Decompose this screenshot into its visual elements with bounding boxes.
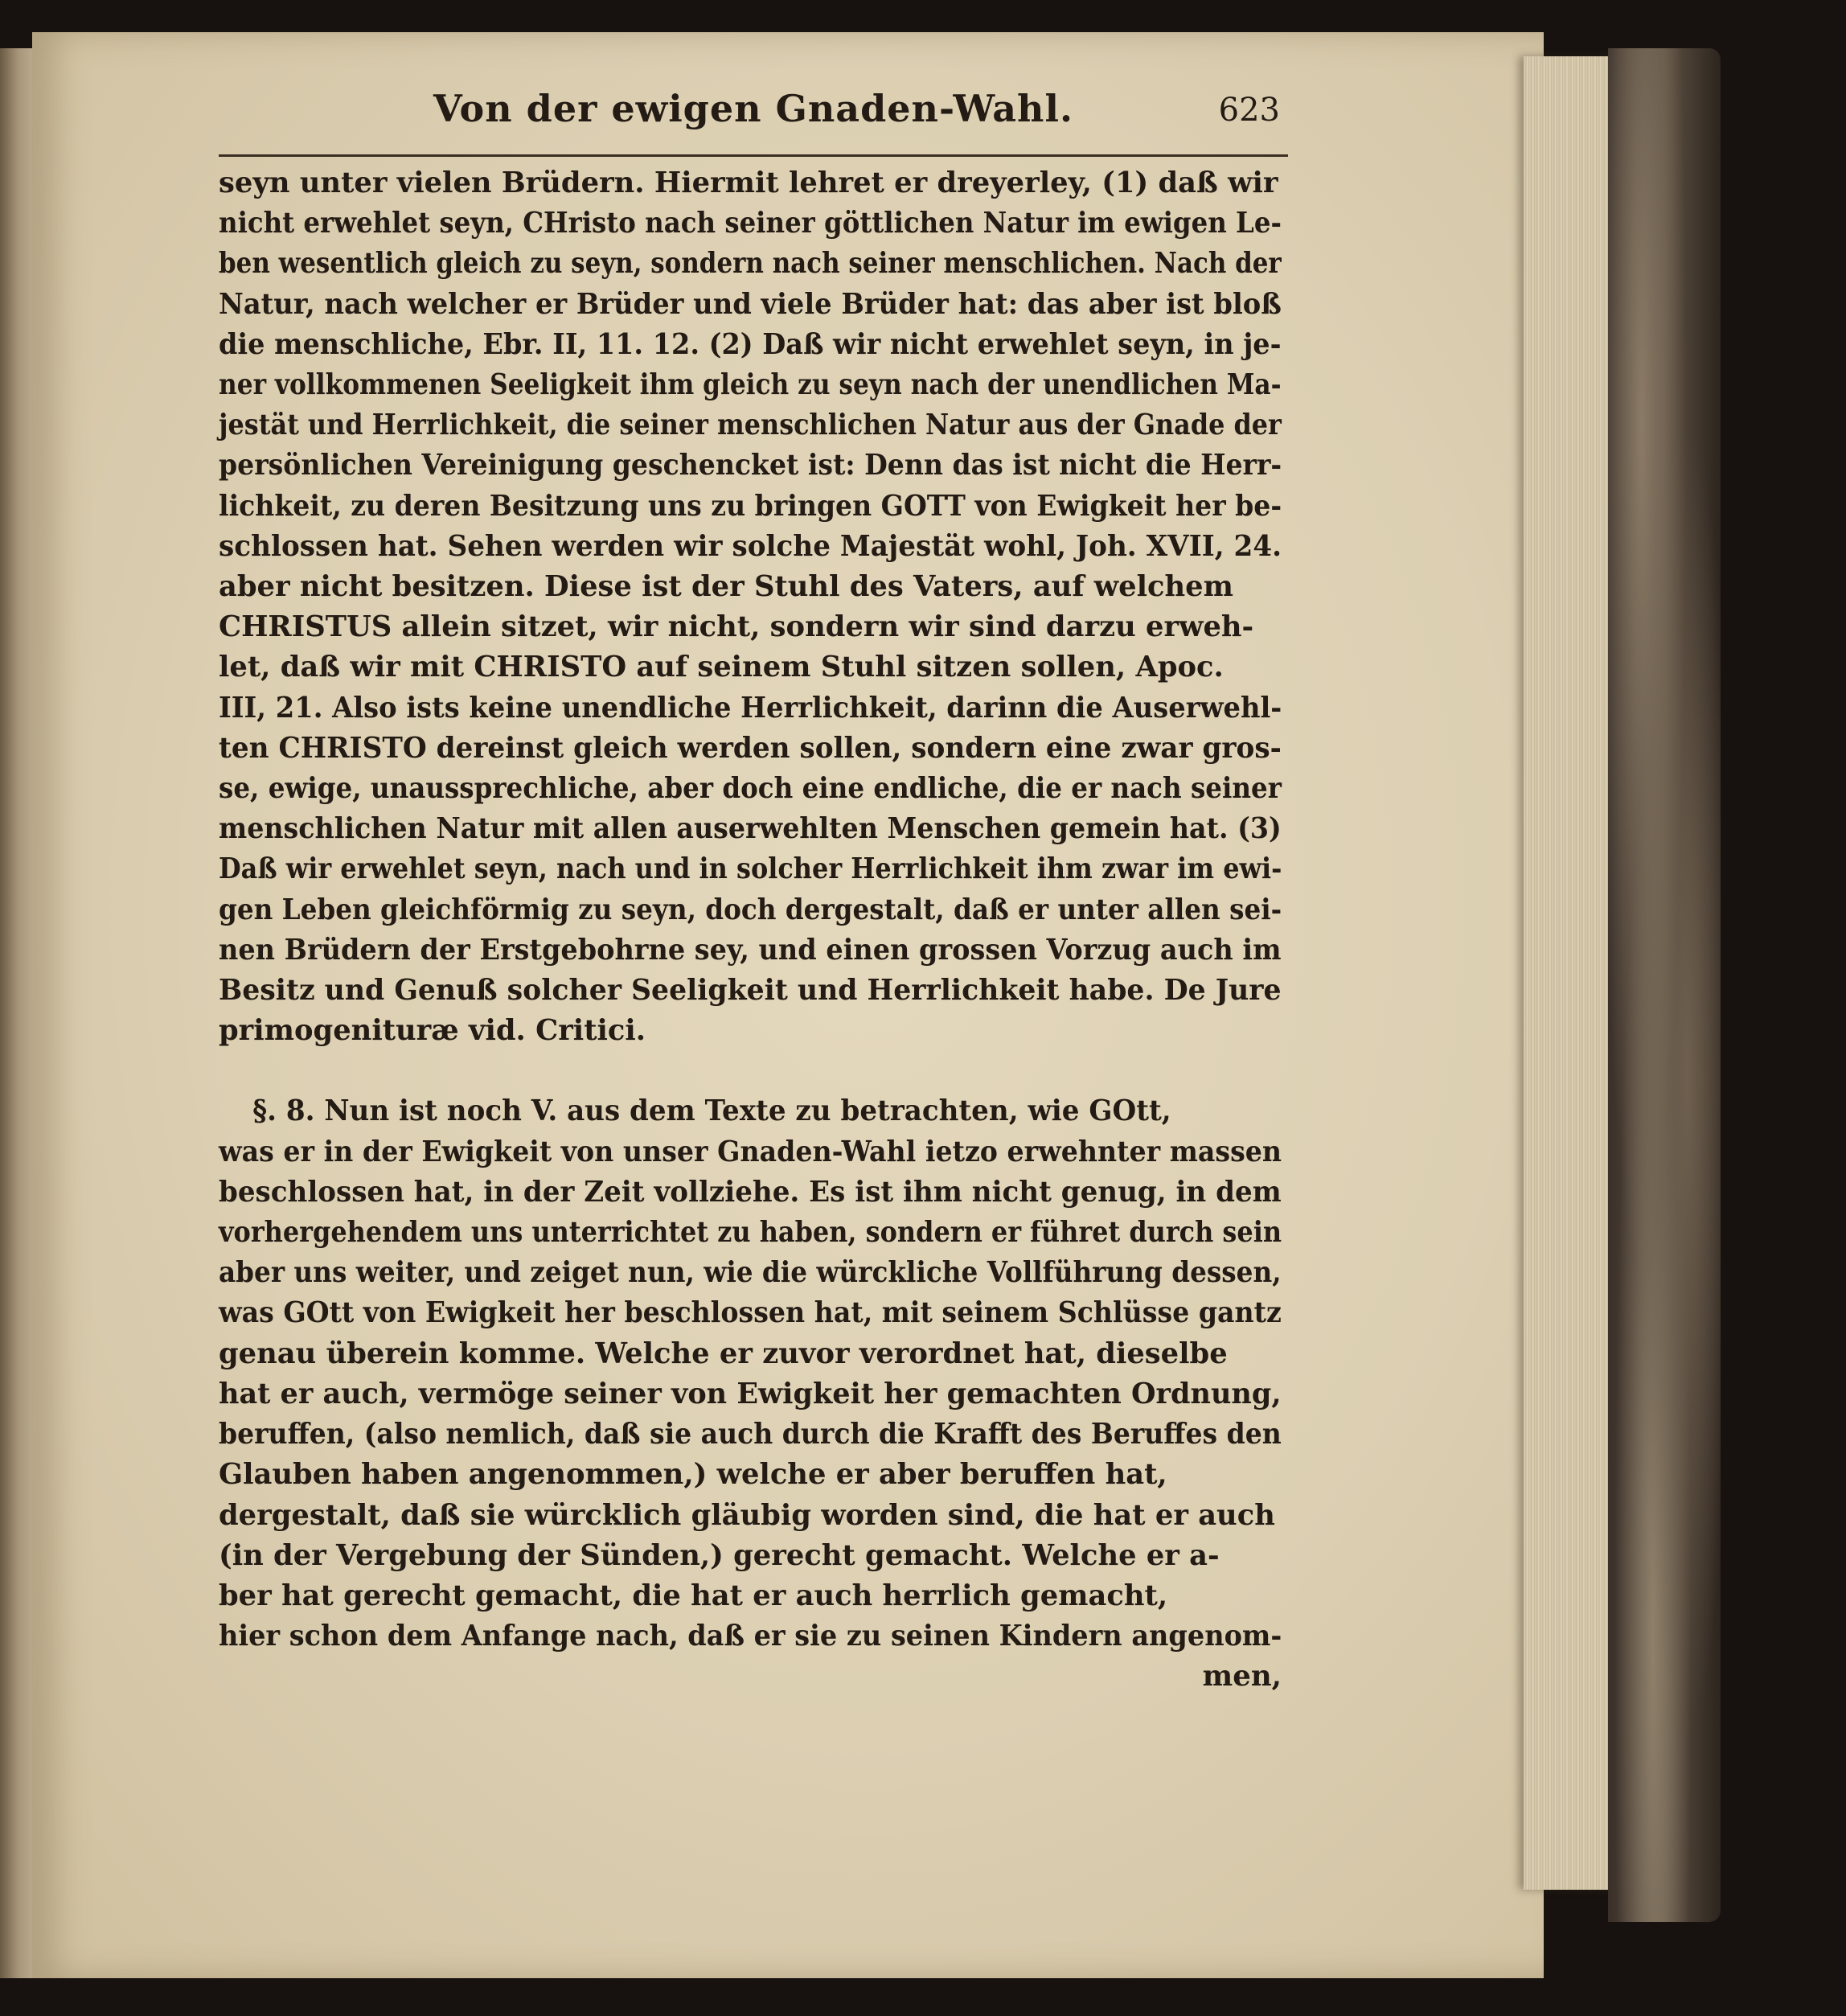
text-line: was GOtt von Ewigkeit her beschlossen hat, mit seinem Schlüsse gantz bbox=[219, 1296, 1282, 1330]
text-line: ben wesentlich gleich zu seyn, sondern nach seiner menschlichen. Nach der bbox=[219, 247, 1282, 281]
text-line: ner vollkommenen Seeligkeit ihm gleich zu seyn nach der unendlichen Ma- bbox=[219, 368, 1282, 402]
text-line: hat er auch, vermöge seiner von Ewigkeit her gemachten Ordnung, bbox=[219, 1377, 1282, 1410]
text-line: nen Brüdern der Erstgebohrne sey, und einen grossen Vorzug auch im bbox=[219, 933, 1282, 967]
running-head bbox=[219, 87, 1288, 154]
text-line: schlossen hat. Sehen werden wir solche Majestät wohl, Joh. XVII, 24. bbox=[219, 529, 1282, 563]
text-line: beruffen, (also nemlich, daß sie auch durch die Krafft des Beruffes den bbox=[219, 1418, 1282, 1451]
paragraph-gap bbox=[219, 1051, 1288, 1091]
text-line: die menschliche, Ebr. II, 11. 12. (2) Daß wir nicht erwehlet seyn, in je- bbox=[219, 327, 1282, 361]
text-line: was er in der Ewigkeit von unser Gnaden-Wahl ietzo erwehnter massen bbox=[219, 1135, 1282, 1168]
page-number: 623 bbox=[1218, 92, 1280, 129]
text-line: aber nicht besitzen. Diese ist der Stuhl des Vaters, auf welchem bbox=[219, 570, 1233, 604]
text-line: genau überein komme. Welche er zuvor verordnet hat, dieselbe bbox=[219, 1336, 1228, 1370]
text-line: lichkeit, zu deren Besitzung uns zu bringen GOTT von Ewigkeit her be- bbox=[219, 489, 1282, 523]
page-block-edge bbox=[1524, 56, 1620, 1890]
text-line: ten CHRISTO dereinst gleich werden sollen, sondern eine zwar gros- bbox=[219, 731, 1282, 765]
text-line: CHRISTUS allein sitzet, wir nicht, sondern wir sind darzu erweh- bbox=[219, 610, 1254, 644]
text-line: Besitz und Genuß solcher Seeligkeit und Herrlichkeit habe. De Jure bbox=[219, 974, 1282, 1008]
running-head-title: Von der ewigen Gnaden-Wahl. bbox=[433, 87, 1073, 130]
text-line: dergestalt, daß sie würcklich gläubig worden sind, die hat er auch bbox=[219, 1498, 1275, 1532]
text-line: persönlichen Vereinigung geschencket ist: Denn das ist nicht die Herr- bbox=[219, 449, 1282, 482]
text-line: Daß wir erwehlet seyn, nach und in solcher Herrlichkeit ihm zwar im ewi- bbox=[219, 852, 1282, 886]
text-line: primogenituræ vid. Critici. bbox=[219, 1014, 646, 1048]
catchword: men, bbox=[1202, 1660, 1282, 1694]
text-line: (in der Vergebung der Sünden,) gerecht gemacht. Welche er a- bbox=[219, 1538, 1220, 1572]
text-line: menschlichen Natur mit allen auserwehlten Menschen gemein hat. (3) bbox=[219, 812, 1282, 846]
text-line: Natur, nach welcher er Brüder und viele Brüder hat: das aber ist bloß bbox=[219, 287, 1282, 321]
text-line: §. 8. Nun ist noch V. aus dem Texte zu betrachten, wie GOtt, bbox=[252, 1094, 1171, 1128]
text-line: hier schon dem Anfange nach, daß er sie zu seinen Kindern angenom- bbox=[219, 1620, 1282, 1653]
page-text bbox=[219, 87, 1288, 1697]
text-line: jestät und Herrlichkeit, die seiner menschlichen Natur aus der Gnade der bbox=[219, 409, 1282, 442]
paragraph-2 bbox=[219, 1091, 1288, 1657]
head-rule bbox=[219, 154, 1288, 157]
text-line: nicht erwehlet seyn, CHristo nach seiner göttlichen Natur im ewigen Le- bbox=[219, 207, 1282, 240]
text-line: Glauben haben angenommen,) welche er aber beruffen hat, bbox=[219, 1458, 1167, 1492]
text-line: beschlossen hat, in der Zeit vollziehe. Es ist ihm nicht genug, in dem bbox=[219, 1175, 1282, 1209]
text-line: ber hat gerecht gemacht, die hat er auch herrlich gemacht, bbox=[219, 1579, 1168, 1612]
text-line: vorhergehendem uns unterrichtet zu haben, sondern er führet durch sein bbox=[219, 1216, 1282, 1250]
text-line: gen Leben gleichförmig zu seyn, doch dergestalt, daß er unter allen sei- bbox=[219, 893, 1282, 926]
text-line: se, ewige, unaussprechliche, aber doch eine endliche, die er nach seiner bbox=[219, 772, 1282, 806]
text-line: III, 21. Also ists keine unendliche Herrlichkeit, darinn die Auserwehl- bbox=[219, 691, 1282, 725]
text-line: let, daß wir mit CHRISTO auf seinem Stuhl sitzen sollen, Apoc. bbox=[219, 651, 1224, 684]
text-line: aber uns weiter, und zeiget nun, wie die würckliche Vollführung dessen, bbox=[219, 1256, 1282, 1290]
text-line: seyn unter vielen Brüdern. Hiermit lehret er dreyerley, (1) daß wir bbox=[219, 166, 1278, 199]
marbled-cover bbox=[1608, 48, 1721, 1922]
paragraph-1 bbox=[219, 163, 1288, 1051]
